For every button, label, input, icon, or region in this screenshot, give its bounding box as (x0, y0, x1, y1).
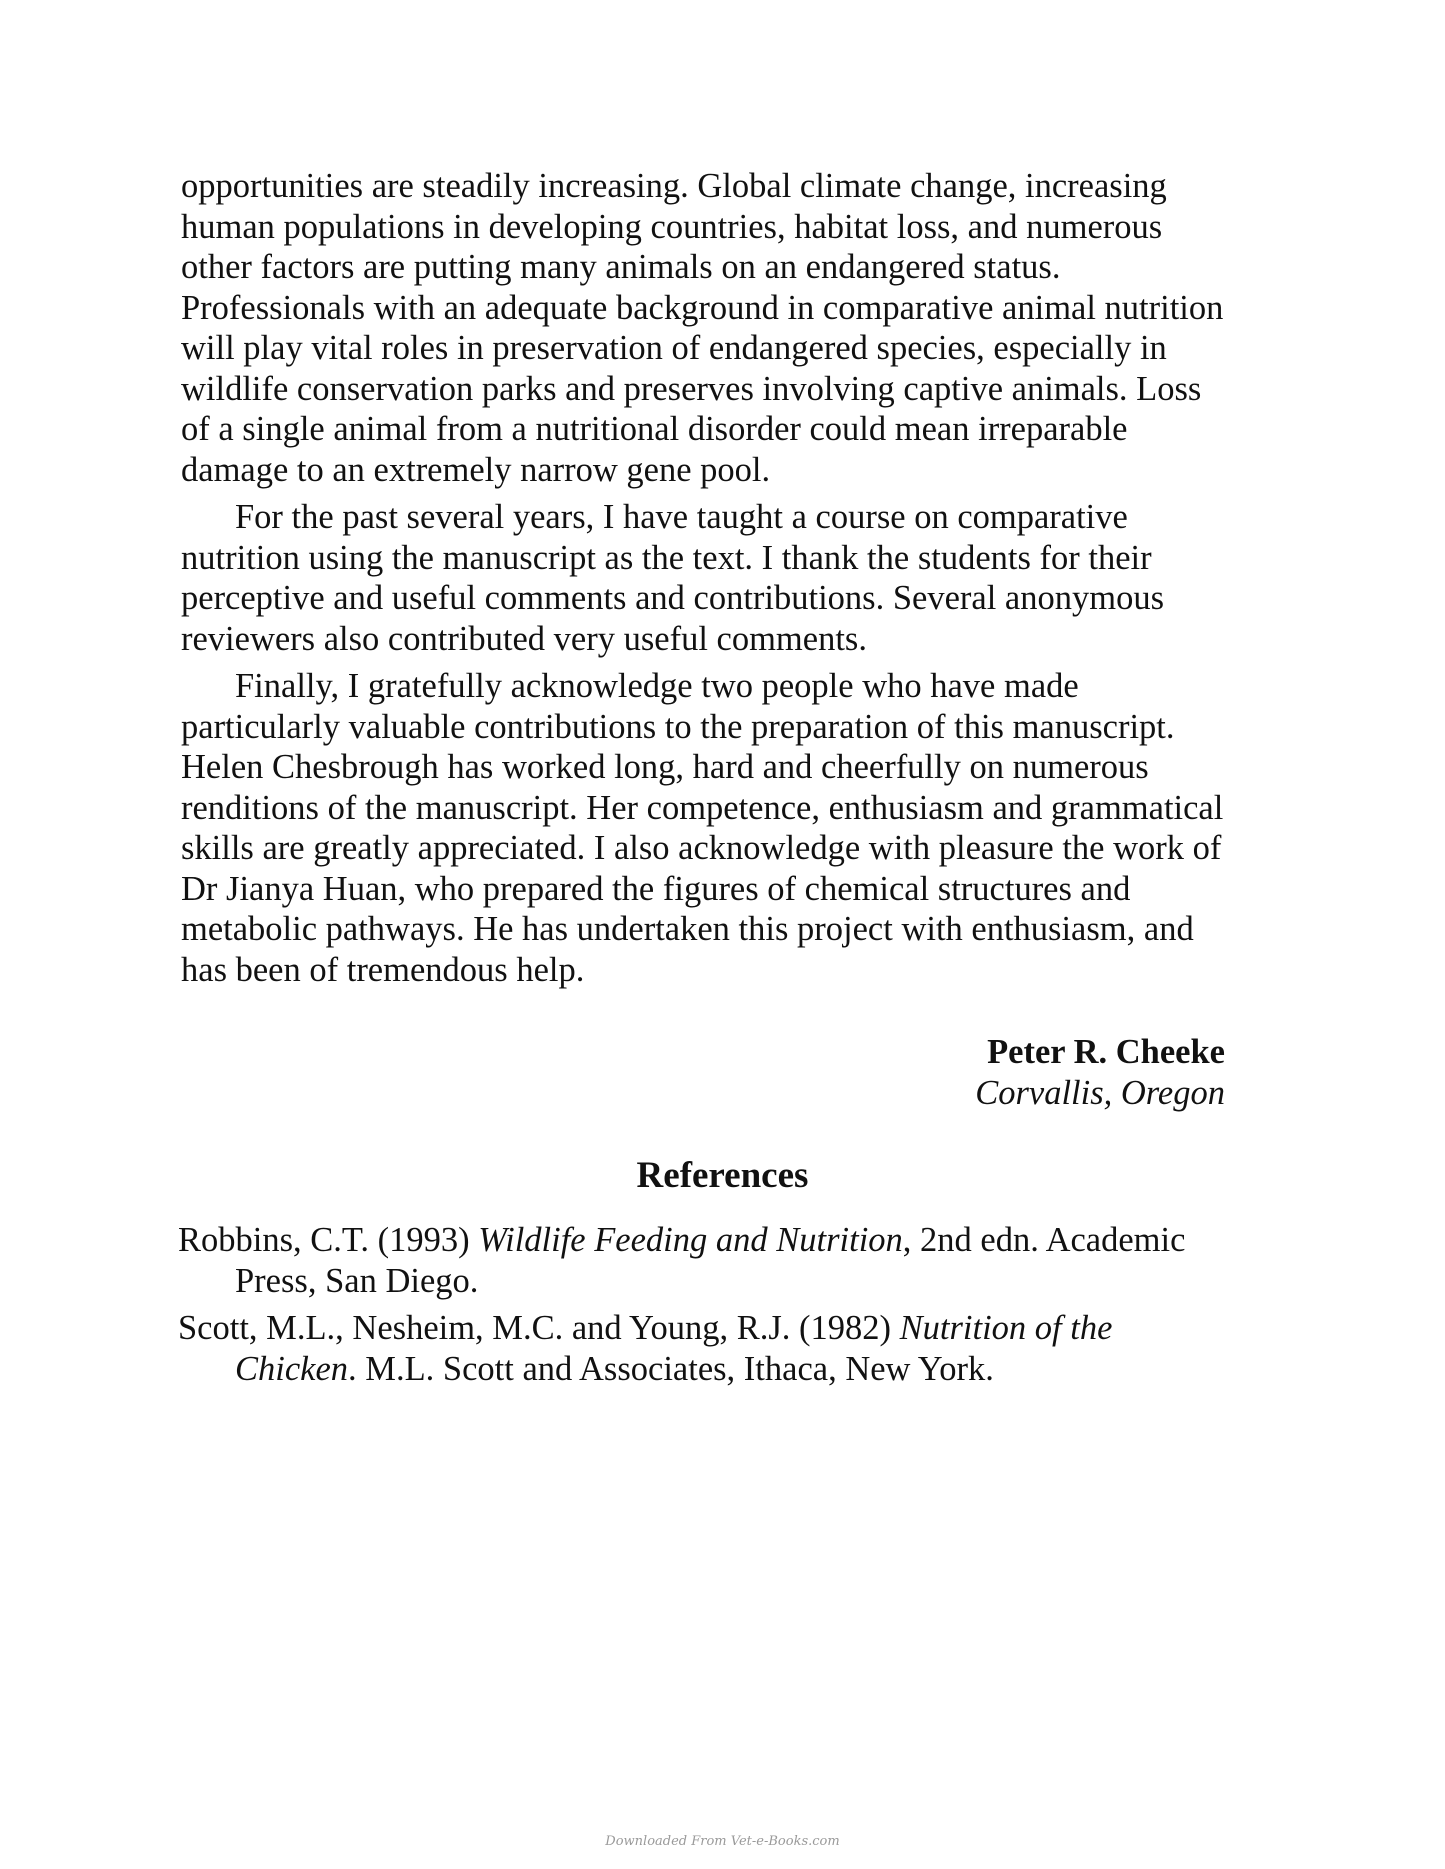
text-line: perceptive and useful comments and contributions. Several anonymous (181, 579, 1164, 617)
reference-authors: Robbins, C.T. (1993) (178, 1221, 479, 1259)
text-line: Helen Chesbrough has worked long, hard and cheerfully on numerous (181, 748, 1149, 786)
author-location: Corvallis, Oregon (975, 1073, 1225, 1112)
reference-details: . M.L. Scott and Associates, Ithaca, New York. (348, 1349, 994, 1388)
reference-details: Press, San Diego. (235, 1261, 479, 1300)
text-line: For the past several years, I have taught a course on comparative (235, 498, 1128, 536)
text-line: reviewers also contributed very useful comments. (181, 619, 867, 658)
text-line: Dr Jianya Huan, who prepared the figures of chemical structures and (181, 869, 1131, 908)
reference-line (178, 1349, 1278, 1390)
reference-authors: Scott, M.L., Nesheim, M.C. and Young, R.J. (1982) (178, 1309, 900, 1347)
text-line: nutrition using the manuscript as the text. I thank the students for their (181, 538, 1152, 577)
signature-block (975, 1032, 1225, 1113)
text-line: human populations in developing countries, habitat loss, and numerous (181, 207, 1163, 246)
paragraph-2 (181, 497, 1261, 659)
reference-item (178, 1308, 1278, 1389)
text-line: wildlife conservation parks and preserves involving captive animals. Loss (181, 369, 1202, 408)
text-line: opportunities are steadily increasing. Global climate change, increasing (181, 167, 1167, 205)
references-list (178, 1220, 1278, 1396)
text-line: of a single animal from a nutritional disorder could mean irreparable (181, 410, 1128, 448)
reference-title: Chicken (235, 1349, 349, 1388)
reference-details: , 2nd edn. Academic (902, 1221, 1186, 1259)
text-line: other factors are putting many animals on an endangered status. (181, 248, 1061, 286)
reference-title: Nutrition of the (899, 1309, 1113, 1347)
text-line: particularly valuable contributions to the preparation of this manuscript. (181, 707, 1175, 746)
body-text (181, 166, 1261, 997)
text-line: will play vital roles in preservation of endangered species, especially in (181, 329, 1167, 367)
text-line: has been of tremendous help. (181, 950, 585, 989)
text-line: renditions of the manuscript. Her competence, enthusiasm and grammatical (181, 788, 1224, 827)
reference-line (178, 1220, 1278, 1261)
paragraph-1 (181, 166, 1261, 490)
reference-title: Wildlife Feeding and Nutrition (478, 1221, 903, 1259)
text-line: metabolic pathways. He has undertaken this project with enthusiasm, and (181, 910, 1194, 948)
text-line: Finally, I gratefully acknowledge two people who have made (235, 667, 1079, 705)
author-name: Peter R. Cheeke (987, 1033, 1225, 1071)
paragraph-3 (181, 666, 1261, 990)
text-line: Professionals with an adequate background in comparative animal nutrition (181, 288, 1224, 327)
download-watermark: Downloaded From Vet-e-Books.com (605, 1834, 840, 1849)
reference-line (178, 1308, 1278, 1349)
reference-item (178, 1220, 1278, 1301)
reference-line (178, 1261, 1278, 1302)
text-line: damage to an extremely narrow gene pool. (181, 450, 771, 489)
references-heading: References (636, 1155, 809, 1196)
text-line: skills are greatly appreciated. I also acknowledge with pleasure the work of (181, 829, 1222, 867)
